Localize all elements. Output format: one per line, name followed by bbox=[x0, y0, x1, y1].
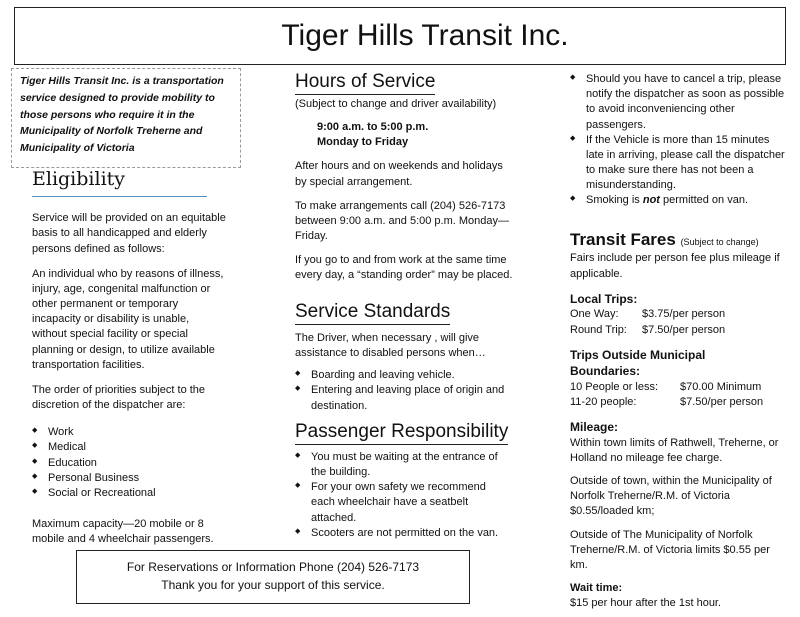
hours-heading: Hours of Service bbox=[295, 72, 435, 95]
wait-time-heading: Wait time: bbox=[570, 582, 623, 595]
one-way-value: $3.75/per person bbox=[642, 308, 726, 321]
wait-time-value: $15 per hour after the 1st hour. bbox=[570, 597, 722, 610]
footer-phone-line: For Reservations or Information Phone (204) 526-7173 bbox=[126, 560, 420, 574]
hours-p3: If you go to and from work at the same time every day, a “standing order” may be placed. bbox=[295, 254, 513, 282]
list-item: ◆ Scooters are not permitted on the van. bbox=[295, 526, 510, 541]
standards-heading: Service Standards bbox=[295, 302, 450, 325]
list-item: ◆ You must be waiting at the entrance of the building. bbox=[295, 450, 510, 480]
rules-list bbox=[570, 72, 785, 209]
hours-section bbox=[295, 72, 515, 284]
rules-section bbox=[570, 72, 785, 209]
standards-list bbox=[295, 368, 510, 414]
list-item: ◆ Work bbox=[32, 425, 227, 440]
outside-trips-heading: Trips Outside Municipal Boundaries: bbox=[570, 347, 706, 379]
mileage-p2: Outside of town, within the Municipality of Norfolk Treherne/R.M. of Victoria $0.55/loaded km; bbox=[570, 475, 772, 518]
eligibility-p1: Service will be provided on an equitable basis to all handicapped and elderly persons defined as follows: bbox=[32, 212, 226, 255]
ten-people-label: 10 People or less: bbox=[570, 380, 659, 393]
eleven-people-label: 11-20 people: bbox=[570, 395, 637, 408]
list-item: ◆ Social or Recreational bbox=[32, 486, 227, 501]
mileage-p3: Outside of The Municipality of Norfolk Treherne/R.M. of Victoria limits $0.55 per km. bbox=[570, 528, 770, 571]
eleven-people-row bbox=[570, 395, 788, 410]
standards-section bbox=[295, 302, 510, 414]
title-box bbox=[14, 7, 786, 65]
fares-heading: Transit Fares bbox=[570, 230, 676, 249]
ten-people-value: $70.00 Minimum bbox=[680, 380, 762, 393]
fares-heading-row bbox=[570, 228, 788, 251]
hours-p2: To make arrangements call (204) 526-7173 between 9:00 a.m. and 5:00 p.m. Monday—Friday. bbox=[295, 199, 510, 243]
smoking-emphasis: not bbox=[642, 194, 660, 207]
list-item: ◆ Education bbox=[32, 456, 227, 471]
eligibility-p3: The order of priorities subject to the discretion of the dispatcher are: bbox=[32, 383, 206, 412]
list-item: ◆ Boarding and leaving vehicle. bbox=[295, 368, 510, 383]
hours-note: (Subject to change and driver availability) bbox=[295, 97, 497, 110]
mileage-heading: Mileage: bbox=[570, 420, 619, 435]
one-way-label: One Way: bbox=[570, 308, 619, 321]
intro-box bbox=[11, 68, 241, 168]
fares-section bbox=[570, 228, 788, 611]
list-item: ◆ Should you have to cancel a trip, please notify the dispatcher as soon as possible to avoid inconveniencing other passengers. bbox=[570, 72, 785, 133]
eleven-people-value: $7.50/per person bbox=[680, 395, 764, 408]
list-item bbox=[570, 193, 785, 208]
local-trips-heading: Local Trips: bbox=[570, 291, 638, 306]
mileage-p1: Within town limits of Rathwell, Treherne, or Holland no mileage fee charge. bbox=[570, 436, 779, 464]
passenger-section bbox=[295, 422, 510, 541]
eligibility-section bbox=[32, 166, 227, 547]
list-item: ◆ If the Vehicle is more than 15 minutes late in arriving, please call the dispatcher to make sure there has not been a misunderstanding. bbox=[570, 133, 785, 194]
passenger-list bbox=[295, 450, 510, 541]
one-way-row bbox=[570, 307, 788, 322]
page-title: Tiger Hills Transit Inc. bbox=[281, 19, 569, 53]
intro-text: Tiger Hills Transit Inc. is a transportation service designed to provide mobility to those persons who require it in the Municipality of Norfolk Treherne and Municipality of Victoria bbox=[20, 75, 224, 155]
round-trip-label: Round Trip: bbox=[570, 323, 627, 336]
list-item: ◆ Entering and leaving place of origin and destination. bbox=[295, 383, 510, 413]
footer-thanks-line: Thank you for your support of this service. bbox=[161, 578, 385, 592]
round-trip-value: $7.50/per person bbox=[642, 323, 726, 336]
hours-p1: After hours and on weekends and holidays by special arrangement. bbox=[295, 160, 503, 188]
eligibility-p2: An individual who by reasons of illness, injury, age, congenital malfunction or other permanent or temporary incapacity or disability is unable, without special facility or special planning or design, to utilize available transportation facilities. bbox=[32, 267, 224, 371]
capacity-text: Maximum capacity—20 mobile or 8 mobile and 4 wheelchair passengers. bbox=[32, 518, 214, 546]
round-trip-row bbox=[570, 323, 788, 338]
standards-p1: The Driver, when necessary , will give assistance to disabled persons when… bbox=[295, 331, 486, 360]
priority-list bbox=[32, 425, 227, 501]
fares-intro: Fairs include per person fee plus mileage if applicable. bbox=[570, 252, 780, 280]
ten-people-row bbox=[570, 380, 788, 395]
list-item: ◆ For your own safety we recommend each wheelchair have a seatbelt attached. bbox=[295, 480, 510, 526]
reservation-footer-box bbox=[76, 550, 470, 604]
list-item: ◆ Personal Business bbox=[32, 471, 227, 486]
hours-time: 9:00 a.m. to 5:00 p.m. bbox=[317, 121, 429, 134]
smoking-pre: Smoking is bbox=[586, 194, 643, 207]
eligibility-heading: Eligibility bbox=[32, 166, 207, 197]
fares-heading-note: (Subject to change) bbox=[680, 237, 759, 247]
list-item: ◆ Medical bbox=[32, 440, 227, 455]
smoking-post: permitted on van. bbox=[659, 194, 749, 207]
passenger-heading: Passenger Responsibility bbox=[295, 422, 508, 445]
hours-days: Monday to Friday bbox=[317, 136, 409, 149]
